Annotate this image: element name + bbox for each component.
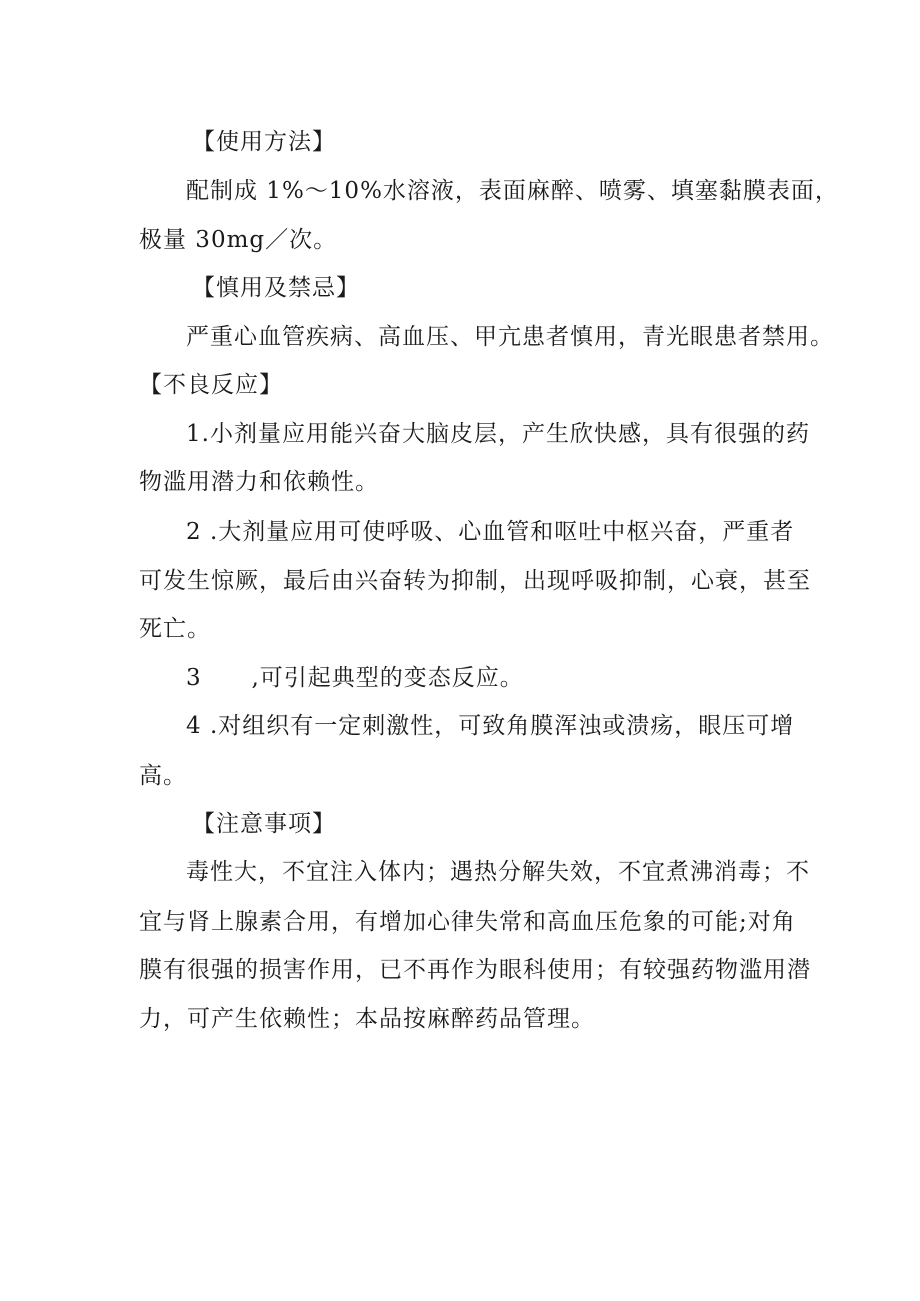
caution-heading: 【慎用及禁忌】	[192, 275, 360, 301]
adverse-item-2-line-2: 可发生惊厥，最后由兴奋转为抑制，出现呼吸抑制，心衰，甚至	[139, 568, 811, 594]
adverse-item-4-line-2: 高。	[139, 763, 187, 789]
notes-line-3: 膜有很强的损害作用，已不再作为眼科使用；有较强药物滥用潜	[139, 957, 811, 983]
adverse-item-2-line-1: 2 .大剂量应用可使呼吸、心血管和呕吐中枢兴奋，严重者	[186, 519, 795, 545]
adverse-item-2-line-3: 死亡。	[139, 616, 211, 642]
adverse-item-1-line-1: 1.小剂量应用能兴奋大脑皮层，产生欣快感，具有很强的药	[186, 421, 810, 447]
notes-line-1: 毒性大，不宜注入体内；遇热分解失效，不宜煮沸消毒；不	[186, 859, 810, 885]
notes-line-2: 宜与肾上腺素合用，有增加心律失常和高血压危象的可能;对角	[139, 909, 796, 935]
usage-line-2: 极量 30mg／次。	[139, 227, 338, 253]
adverse-item-1-line-2: 物滥用潜力和依赖性。	[139, 469, 379, 495]
notes-heading: 【注意事项】	[192, 811, 336, 837]
notes-line-4: 力，可产生依赖性；本品按麻醉药品管理。	[139, 1006, 595, 1032]
adverse-item-3-line-1: 3 ,可引起典型的变态反应。	[186, 665, 524, 691]
usage-line-1: 配制成 1%～10%水溶液，表面麻醉、喷雾、填塞黏膜表面，	[186, 178, 839, 204]
caution-line-1: 严重心血管疾病、高血压、甲亢患者慎用，青光眼患者禁用。	[186, 324, 834, 350]
adverse-heading: 【不良反应】	[139, 372, 283, 398]
adverse-item-4-line-1: 4 .对组织有一定刺激性，可致角膜浑浊或溃疡，眼压可增	[186, 713, 795, 739]
usage-heading: 【使用方法】	[192, 129, 336, 155]
